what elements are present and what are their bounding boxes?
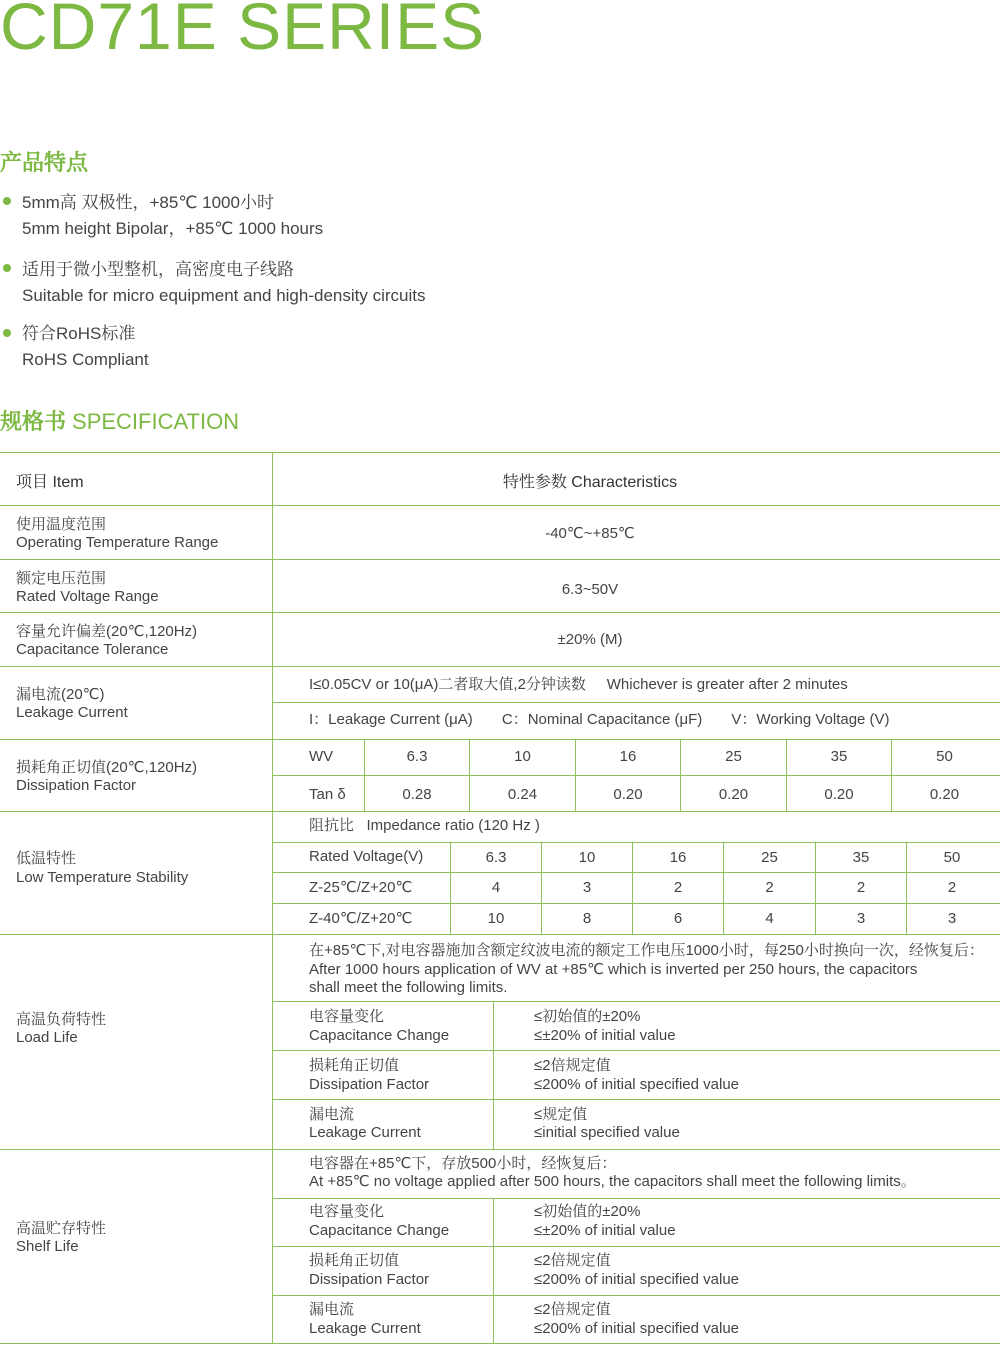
load-desc-en: shall meet the following limits.: [309, 979, 508, 996]
feature-item: [22, 257, 425, 309]
row-label-zh: 损耗角正切值(20℃,120Hz): [16, 759, 198, 776]
limit-key-en: Capacitance Change: [309, 1027, 450, 1044]
feature-item: [22, 190, 323, 242]
row-label-en: Dissipation Factor: [16, 777, 137, 794]
bullet-icon: [3, 329, 11, 337]
lt-r2-cell: 3: [856, 910, 866, 927]
row-label-en: Rated Voltage Range: [16, 588, 159, 605]
lt-r1-label: Z-25℃/Z+20℃: [309, 879, 413, 896]
table-rule: [273, 1050, 1000, 1051]
limit-value-zh: ≤初始值的±20%: [534, 1203, 641, 1220]
table-rule: [273, 702, 1000, 703]
row-label-zh: 使用温度范围: [16, 516, 107, 533]
table-rule: [0, 505, 1000, 506]
df-tan-cell: 0.20: [824, 786, 854, 803]
limit-value-en: ≤±20% of initial value: [534, 1222, 676, 1239]
table-rule: [273, 1099, 1000, 1100]
limit-key-en: Leakage Current: [309, 1320, 421, 1337]
table-rule: [0, 934, 1000, 935]
spec-heading-zh: 规格书: [0, 409, 67, 434]
row-label-zh: 容量允许偏差(20℃,120Hz): [16, 623, 198, 640]
leakage-formula: I≤0.05CV or 10(μA)二者取大值,2分钟读数 Whichever is greater after 2 minutes: [309, 676, 848, 693]
limit-key-en: Leakage Current: [309, 1124, 421, 1141]
df-tan-cell: 0.20: [718, 786, 749, 803]
page-title: CD71E SERIES: [0, 0, 486, 63]
feature-item: [22, 321, 149, 373]
lt-r2-cell: 10: [487, 910, 505, 927]
row-label-zh: 额定电压范围: [16, 570, 107, 587]
limit-value-en: ≤200% of initial specified value: [534, 1320, 740, 1337]
table-rule: [273, 842, 1000, 843]
limit-key-en: Capacitance Change: [309, 1222, 450, 1239]
table-rule: [273, 1001, 1000, 1002]
lt-r1-cell: 2: [947, 879, 957, 896]
table-rule: [0, 612, 1000, 613]
lt-r1-cell: 2: [673, 879, 683, 896]
feature-zh: 适用于微小型整机，高密度电子线路: [22, 260, 294, 279]
df-tan-cell: 0.20: [613, 786, 643, 803]
lt-rv-cell: 50: [943, 849, 961, 866]
row-label-en: Capacitance Tolerance: [16, 641, 169, 658]
row-label-en: Leakage Current: [16, 704, 128, 721]
table-rule: [273, 872, 1000, 873]
row-label-zh: 漏电流(20℃): [16, 686, 105, 703]
table-rule: [0, 1343, 1000, 1344]
table-rule: [493, 1001, 494, 1149]
lt-r2-cell: 4: [765, 910, 774, 927]
table-rule: [0, 666, 1000, 667]
limit-value-en: ≤200% of initial specified value: [534, 1271, 740, 1288]
lt-r2-label: Z-40℃/Z+20℃: [309, 910, 413, 927]
df-tan-cell: 0.28: [402, 786, 432, 803]
header-characteristics: 特性参数 Characteristics: [502, 474, 678, 491]
limit-value-en: ≤initial specified value: [534, 1124, 680, 1141]
shelf-desc-en: At +85℃ no voltage applied after 500 hours, the capacitors shall meet the following limits。: [309, 1173, 916, 1190]
limit-key-zh: 漏电流: [309, 1301, 355, 1318]
limit-value-en: ≤200% of initial specified value: [534, 1076, 740, 1093]
impedance-title: 阻抗比 Impedance ratio (120 Hz ): [309, 817, 540, 834]
df-wv-label: WV: [309, 748, 334, 765]
lt-r1-cell: 3: [582, 879, 592, 896]
limit-value-en: ≤±20% of initial value: [534, 1027, 676, 1044]
lt-r2-cell: 8: [582, 910, 592, 927]
leakage-legend: I：Leakage Current (μA) C：Nominal Capacitance (μF) V：Working Voltage (V): [309, 711, 890, 728]
df-tan-label: Tan δ: [309, 786, 346, 803]
table-rule: [0, 1149, 1000, 1150]
df-wv-cell: 16: [619, 748, 637, 765]
table-rule: [0, 811, 1000, 812]
df-wv-cell: 25: [725, 748, 742, 765]
limit-value-zh: ≤2倍规定值: [534, 1057, 611, 1074]
table-rule: [273, 903, 1000, 904]
row-label-zh: 高温负荷特性: [16, 1011, 107, 1028]
limit-value-zh: ≤规定值: [534, 1106, 588, 1123]
df-wv-cell: 6.3: [406, 748, 428, 765]
table-rule: [273, 1295, 1000, 1296]
table-rule: [0, 452, 1000, 453]
limit-value-zh: ≤2倍规定值: [534, 1301, 611, 1318]
load-desc-en: After 1000 hours application of WV at +85℃ which is inverted per 250 hours, the capacitors: [309, 961, 918, 978]
lt-rv-cell: 10: [578, 849, 596, 866]
limit-value-zh: ≤2倍规定值: [534, 1252, 611, 1269]
limit-value-zh: ≤初始值的±20%: [534, 1008, 641, 1025]
row-label-zh: 低温特性: [16, 850, 77, 867]
row-label-en: Load Life: [16, 1029, 78, 1046]
limit-key-zh: 损耗角正切值: [309, 1057, 400, 1074]
row-label-en: Low Temperature Stability: [16, 869, 189, 886]
feature-en: Suitable for micro equipment and high-density circuits: [22, 286, 426, 305]
table-rule: [273, 1198, 1000, 1199]
table-rule: [273, 1246, 1000, 1247]
df-tan-cell: 0.24: [507, 786, 538, 803]
lt-rv-cell: 25: [761, 849, 778, 866]
row-label-zh: 高温贮存特性: [16, 1220, 107, 1237]
limit-key-en: Dissipation Factor: [309, 1076, 430, 1093]
voltage-value: 6.3~50V: [561, 581, 619, 598]
spec-heading: [0, 405, 239, 436]
row-label-en: Shelf Life: [16, 1238, 79, 1255]
feature-en: 5mm height Bipolar，+85℃ 1000 hours: [22, 219, 324, 238]
features-heading: 产品特点: [0, 150, 89, 175]
feature-zh: 5mm高 双极性，+85℃ 1000小时: [22, 193, 274, 212]
lt-rv-cell: 35: [852, 849, 870, 866]
lt-rv-cell: 16: [669, 849, 687, 866]
table-rule: [493, 1198, 494, 1343]
bullet-icon: [3, 264, 11, 272]
row-label-en: Operating Temperature Range: [16, 534, 219, 551]
df-wv-cell: 35: [830, 748, 848, 765]
lt-r1-cell: 2: [856, 879, 866, 896]
lt-r1-cell: 2: [765, 879, 774, 896]
df-wv-cell: 50: [936, 748, 953, 765]
spec-heading-en: SPECIFICATION: [72, 409, 240, 434]
table-rule: [0, 739, 1000, 740]
df-wv-cell: 10: [514, 748, 531, 765]
lt-r2-cell: 3: [947, 910, 957, 927]
limit-key-zh: 漏电流: [309, 1106, 355, 1123]
limit-key-zh: 损耗角正切值: [309, 1252, 400, 1269]
header-item: 项目 Item: [16, 474, 84, 491]
temp-value: -40℃~+85℃: [545, 525, 635, 542]
load-desc-zh: 在+85℃下,对电容器施加含额定纹波电流的额定工作电压1000小时，每250小时换向一次，经恢复后：: [309, 942, 984, 959]
lt-rv-cell: 6.3: [485, 849, 507, 866]
limit-key-en: Dissipation Factor: [309, 1271, 430, 1288]
bullet-icon: [3, 197, 11, 205]
tolerance-value: ±20% (M): [557, 631, 623, 648]
table-rule: [0, 559, 1000, 560]
df-tan-cell: 0.20: [929, 786, 960, 803]
shelf-desc-zh: 电容器在+85℃下，存放500小时，经恢复后：: [309, 1155, 617, 1172]
lt-rv-label: Rated Voltage(V): [309, 848, 424, 865]
limit-key-zh: 电容量变化: [309, 1203, 385, 1220]
limit-key-zh: 电容量变化: [309, 1008, 385, 1025]
lt-r1-cell: 4: [491, 879, 501, 896]
feature-en: RoHS Compliant: [22, 350, 149, 369]
feature-zh: 符合RoHS标准: [22, 324, 136, 343]
lt-r2-cell: 6: [673, 910, 683, 927]
